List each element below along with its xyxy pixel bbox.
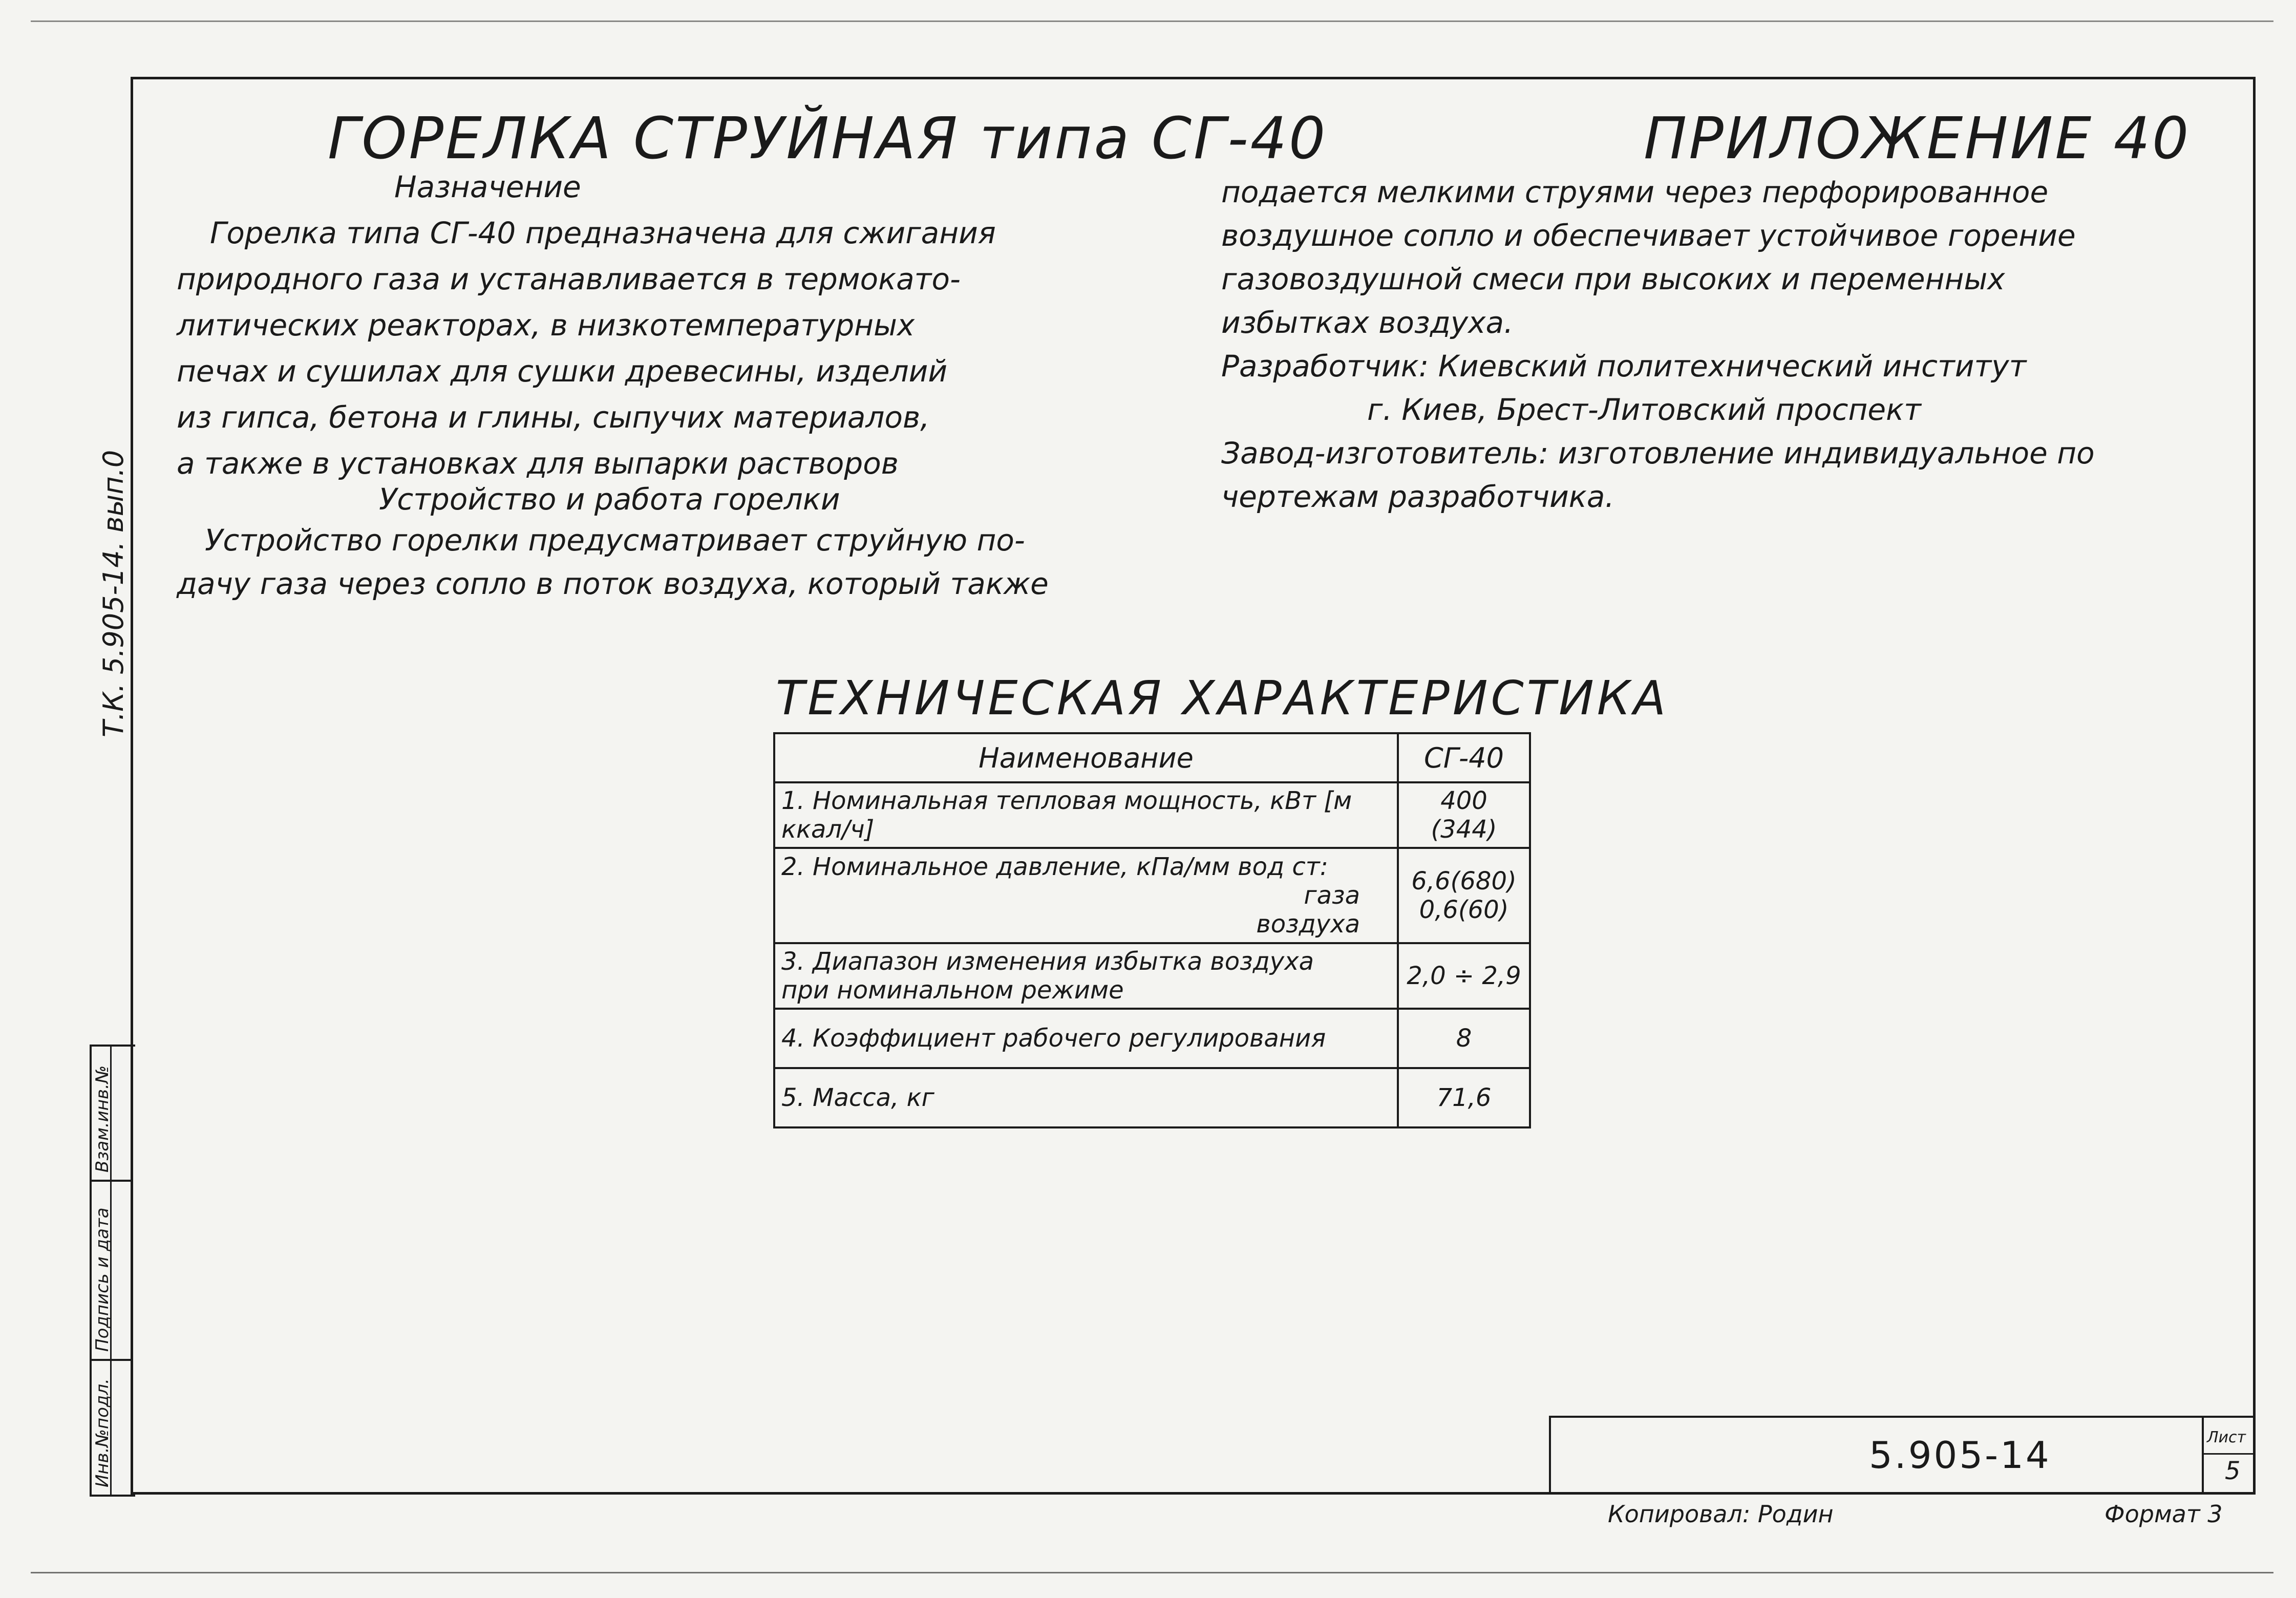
row-3-name: 3. Диапазон изменения избытка воздуха xyxy=(781,947,1314,976)
tech-title: ТЕХНИЧЕСКАЯ ХАРАКТЕРИСТИКА xyxy=(776,671,1669,726)
left-line-6: а также в установках для выпарки растворов xyxy=(177,446,899,481)
row-5-value: 71,6 xyxy=(1398,1068,1530,1127)
doc-number: 5.905-14 xyxy=(1869,1434,2051,1477)
row-1-name: 1. Номинальная тепловая мощность, кВт [м ккал/ч] xyxy=(774,782,1398,848)
table-row xyxy=(774,1068,1530,1127)
right-line-4: избытках воздуха. xyxy=(1221,305,1514,340)
title-right: ПРИЛОЖЕНИЕ 40 xyxy=(1644,105,2191,172)
row-2-value1: 6,6(680) xyxy=(1411,867,1517,896)
device-line-1: Устройство горелки предусматривает струйную по- xyxy=(205,523,1025,558)
title-left: ГОРЕЛКА СТРУЙНАЯ типа СГ-40 xyxy=(328,105,1328,172)
sheet-label: Лист xyxy=(2207,1429,2246,1446)
row-3-name2: при номинальном режиме xyxy=(781,976,1124,1005)
row-4-name: 4. Коэффициент рабочего регулирования xyxy=(774,1009,1398,1068)
right-line-5: Разработчик: Киевский политехнический институт xyxy=(1221,349,2027,383)
right-line-3: газовоздушной смеси при высоких и переменных xyxy=(1221,262,2005,296)
row-2-name: 2. Номинальное давление, кПа/мм вод ст: xyxy=(781,853,1328,881)
left-line-1: Горелка типа СГ-40 предназначена для сжигания xyxy=(210,216,996,250)
right-line-2: воздушное сопло и обеспечивает устойчивое горение xyxy=(1221,218,2076,253)
outer-frame-top xyxy=(31,20,2273,22)
outer-frame-bottom xyxy=(31,1572,2273,1573)
stamp-cell-inv: Инв.№подл. xyxy=(92,1378,113,1487)
left-line-2: природного газа и устанавливается в термокато- xyxy=(177,262,961,296)
frame-top xyxy=(131,77,2256,79)
sheet-number: 5 xyxy=(2225,1457,2241,1485)
copied-by: Копировал: Родин xyxy=(1608,1500,1834,1528)
section-device: Устройство и работа горелки xyxy=(379,482,840,517)
row-5-name: 5. Масса, кг xyxy=(774,1068,1398,1127)
left-line-3: литических реакторах, в низкотемпературных xyxy=(177,308,915,343)
left-line-5: из гипса, бетона и глины, сыпучих материалов, xyxy=(177,400,930,435)
device-line-2: дачу газа через сопло в поток воздуха, который также xyxy=(177,566,1049,601)
frame-right xyxy=(2253,77,2256,1495)
row-2-cell xyxy=(774,848,1398,943)
right-line-6: г. Киев, Брест-Литовский проспект xyxy=(1367,392,1921,427)
side-label: Т.К. 5.905-14. вып.0 xyxy=(97,450,130,737)
row-2-sub2: воздуха xyxy=(1256,910,1360,939)
section-purpose: Назначение xyxy=(394,169,581,204)
row-3-value: 2,0 ÷ 2,9 xyxy=(1398,943,1530,1009)
tech-table xyxy=(773,732,1531,1128)
row-4-value: 8 xyxy=(1398,1009,1530,1068)
row-3-cell xyxy=(774,943,1398,1009)
right-line-7: Завод-изготовитель: изготовление индивидуальное по xyxy=(1221,436,2095,471)
title-block-sheet-hline xyxy=(2202,1453,2253,1455)
table-row xyxy=(774,848,1530,943)
table-row xyxy=(774,1009,1530,1068)
stamp-cell-signature: Подпись и дата xyxy=(92,1207,113,1352)
row-2-sub1: газа xyxy=(1304,881,1360,910)
table-header-value: СГ-40 xyxy=(1398,733,1530,782)
format-label: Формат 3 xyxy=(2104,1500,2223,1528)
table-row xyxy=(774,782,1530,848)
table-header-row xyxy=(774,733,1530,782)
row-2-value2: 0,6(60) xyxy=(1419,896,1509,924)
right-line-1: подается мелкими струями через перфорированное xyxy=(1221,175,2049,209)
right-line-8: чертежам разработчика. xyxy=(1221,479,1614,514)
table-header-name: Наименование xyxy=(774,733,1398,782)
left-line-4: печах и сушилах для сушки древесины, изделий xyxy=(177,354,948,389)
stamp-cell-replace: Взам.инв.№ xyxy=(92,1065,113,1173)
row-1-value: 400 (344) xyxy=(1398,782,1530,848)
table-row xyxy=(774,943,1530,1009)
row-2-values xyxy=(1398,848,1530,943)
